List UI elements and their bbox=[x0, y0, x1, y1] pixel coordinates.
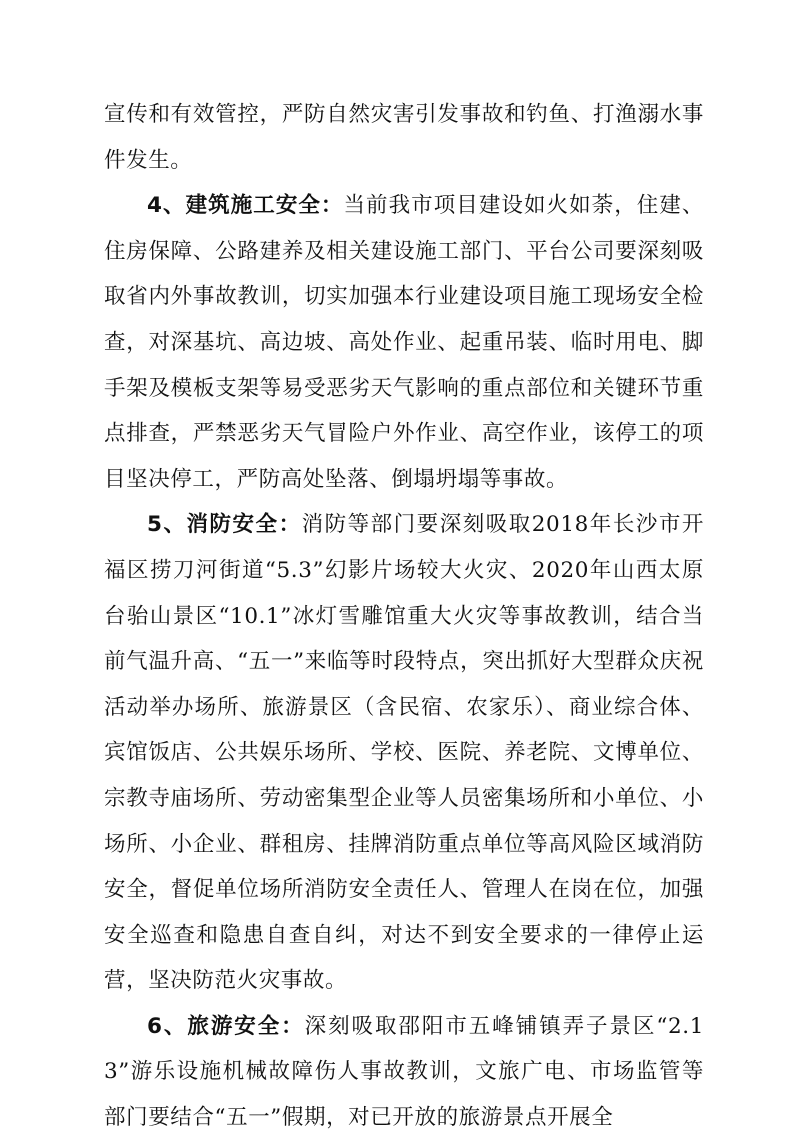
section-tourism-safety bbox=[104, 1004, 704, 1141]
section-fire-safety bbox=[104, 502, 704, 1004]
section-body: 消防等部门要深刻吸取2018年长沙市开福区捞刀河街道“5.3”幻影片场较大火灾、2020年山西太原台骀山景区“10.1”冰灯雪雕馆重大火灾等事故教训，结合当前气温升高、“五一”来临等时段特点，突出抓好大型群众庆祝活动举办场所、旅游景区（含民宿、农家乐）、商业综合体、宾馆饭店、公共娱乐场所、学校、医院、养老院、文博单位、宗教寺庙场所、劳动密集型企业等人员密集场所和小单位、小场所、小企业、群租房、挂牌消防重点单位等高风险区域消防安全，督促单位场所消防安全责任人、管理人在岗在位，加强安全巡查和隐患自查自纠，对达不到安全要求的一律停止运营，坚决防范火灾事故。 bbox=[104, 512, 704, 994]
section-heading: 4、建筑施工安全： bbox=[147, 193, 344, 219]
section-construction-safety bbox=[104, 183, 704, 502]
section-heading: 5、消防安全： bbox=[147, 512, 302, 538]
section-body: 深刻吸取邵阳市五峰铺镇弄子景区“2.13”游乐设施机械故障伤人事故教训，文旅广电、市场监管等部门要结合“五一”假期，对已开放的旅游景点开展全 bbox=[104, 1013, 704, 1131]
section-body: 当前我市项目建设如火如荼，住建、住房保障、公路建养及相关建设施工部门、平台公司要深刻吸取省内外事故教训，切实加强本行业建设项目施工现场安全检查，对深基坑、高边坡、高处作业、起重吊装、临时用电、脚手架及模板支架等易受恶劣天气影响的重点部位和关键环节重点排查，严禁恶劣天气冒险户外作业、高空作业，该停工的项目坚决停工，严防高处坠落、倒塌坍塌等事故。 bbox=[104, 193, 704, 492]
document-page bbox=[104, 92, 704, 1141]
section-heading: 6、旅游安全： bbox=[147, 1013, 305, 1039]
continuation-paragraph: 宣传和有效管控，严防自然灾害引发事故和钓鱼、打渔溺水事件发生。 bbox=[104, 102, 704, 173]
